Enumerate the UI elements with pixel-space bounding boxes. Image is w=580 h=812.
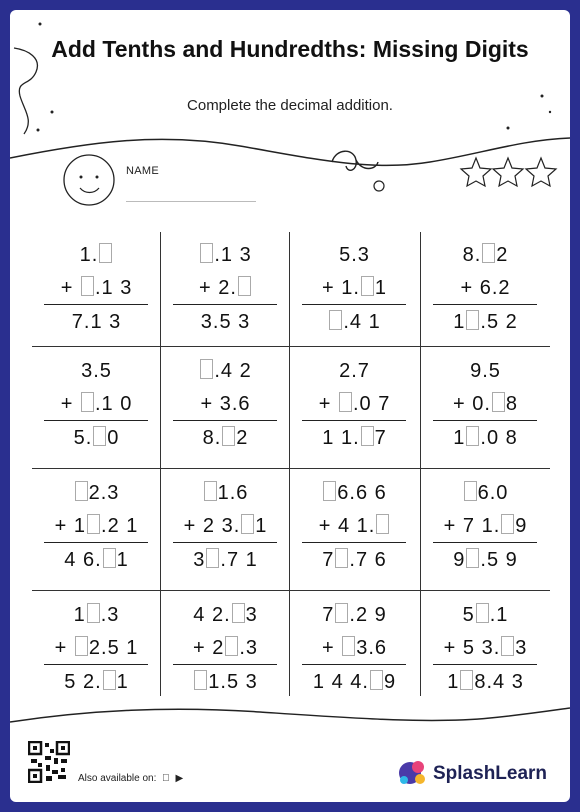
sum-line xyxy=(173,664,277,665)
addend-bottom: + 2.5 1 xyxy=(54,637,139,659)
addend-bottom: + 7 1. 9 xyxy=(443,515,528,537)
sum-line xyxy=(44,664,148,665)
addition-problem xyxy=(32,470,161,586)
sum-line xyxy=(302,304,406,305)
sum-line xyxy=(173,420,277,421)
sum: 5 2. 1 xyxy=(64,671,129,693)
dot xyxy=(37,129,40,132)
addend-bottom: + 2 3. 1 xyxy=(183,515,268,537)
star-icon xyxy=(526,158,556,186)
addend-top: 5.3 xyxy=(339,244,370,266)
missing-digit-box[interactable] xyxy=(501,514,514,534)
missing-digit-box[interactable] xyxy=(81,276,94,296)
missing-digit-box[interactable] xyxy=(232,603,245,623)
missing-digit-box[interactable] xyxy=(466,310,479,330)
missing-digit-box[interactable] xyxy=(225,636,238,656)
addition-problem xyxy=(161,470,290,586)
sum-line xyxy=(433,304,537,305)
apple-icon[interactable] xyxy=(162,773,170,784)
missing-digit-box[interactable] xyxy=(464,481,477,501)
addend-bottom: + 5 3. 3 xyxy=(443,637,528,659)
sum: 8. 2 xyxy=(202,427,249,449)
addition-problem xyxy=(290,470,419,586)
missing-digit-box[interactable] xyxy=(200,359,213,379)
addend-top: 3.5 xyxy=(81,360,112,382)
sum-line xyxy=(433,542,537,543)
addend-top: 5 .1 xyxy=(462,604,509,626)
sum-line xyxy=(302,420,406,421)
splashlearn-logo-icon xyxy=(396,758,430,788)
sum-line xyxy=(302,542,406,543)
addend-top: 9.5 xyxy=(470,360,501,382)
missing-digit-box[interactable] xyxy=(329,310,342,330)
sum: 9 .5 9 xyxy=(453,549,518,571)
missing-digit-box[interactable] xyxy=(466,548,479,568)
smiley-face-icon xyxy=(64,155,114,205)
addend-top: .1 3 xyxy=(161,242,290,268)
missing-digit-box[interactable] xyxy=(238,276,251,296)
addend-bottom: + .1 3 xyxy=(60,277,133,299)
dot xyxy=(39,23,42,26)
addend-bottom: + 6.2 xyxy=(460,277,511,299)
missing-digit-box[interactable] xyxy=(466,426,479,446)
missing-digit-box[interactable] xyxy=(200,243,213,263)
sum: 3.5 3 xyxy=(200,311,251,333)
star-icon xyxy=(461,158,491,186)
addend-bottom: + 1. 1 xyxy=(321,277,388,299)
sum-line xyxy=(173,542,277,543)
addition-problem xyxy=(161,348,290,464)
addend-top: .4 2 xyxy=(161,358,290,384)
grid-divider xyxy=(32,468,550,469)
missing-digit-box[interactable] xyxy=(103,548,116,568)
missing-digit-box[interactable] xyxy=(501,636,514,656)
missing-digit-box[interactable] xyxy=(222,426,235,446)
addend-top: 4 2. 3 xyxy=(193,604,258,626)
sum: 7 .7 6 xyxy=(322,549,387,571)
missing-digit-box[interactable] xyxy=(482,243,495,263)
addition-problem xyxy=(32,232,161,348)
brand-name: SplashLearn xyxy=(433,763,548,784)
problem-grid xyxy=(32,232,550,696)
missing-digit-box[interactable] xyxy=(81,392,94,412)
missing-digit-box[interactable] xyxy=(103,670,116,690)
app-availability xyxy=(78,773,183,784)
sum: 4 6. 1 xyxy=(64,549,129,571)
addition-problem xyxy=(161,592,290,708)
addition-problem xyxy=(290,348,419,464)
addition-problem xyxy=(421,232,550,348)
missing-digit-box[interactable] xyxy=(323,481,336,501)
addition-problem xyxy=(32,592,161,708)
missing-digit-box[interactable] xyxy=(204,481,217,501)
missing-digit-box[interactable] xyxy=(339,392,352,412)
play-store-icon[interactable]: ▶ xyxy=(167,773,176,784)
addition-problem xyxy=(290,592,419,708)
sum: 5. 0 xyxy=(73,427,120,449)
missing-digit-box[interactable] xyxy=(370,670,383,690)
instructions: Complete the decimal addition. xyxy=(187,97,393,114)
addend-bottom: + 0. 8 xyxy=(452,393,519,415)
addend-bottom: + 2. xyxy=(161,275,290,301)
missing-digit-box[interactable] xyxy=(206,548,219,568)
addition-problem xyxy=(421,592,550,708)
footer-wave xyxy=(10,708,570,722)
missing-digit-box[interactable] xyxy=(93,426,106,446)
addend-bottom: + 3.6 xyxy=(200,393,251,415)
missing-digit-box[interactable] xyxy=(361,276,374,296)
name-label: NAME xyxy=(126,165,159,177)
missing-digit-box[interactable] xyxy=(87,603,100,623)
missing-digit-box[interactable] xyxy=(75,636,88,656)
sum-line xyxy=(44,542,148,543)
sum-line xyxy=(173,304,277,305)
addend-bottom: + .1 0 xyxy=(60,393,133,415)
sum-line xyxy=(44,304,148,305)
addend-top: 1.6 xyxy=(161,480,290,506)
missing-digit-box[interactable] xyxy=(194,670,207,690)
addend-top: 8. 2 xyxy=(462,244,509,266)
addend-bottom: + 3.6 xyxy=(321,637,388,659)
sum: 1 .0 8 xyxy=(453,427,518,449)
addend-top: 2.7 xyxy=(339,360,370,382)
dot xyxy=(507,127,510,130)
missing-digit-box[interactable] xyxy=(376,514,389,534)
addend-top: 1. xyxy=(32,242,161,268)
addend-bottom: + .0 7 xyxy=(318,393,391,415)
missing-digit-box[interactable] xyxy=(99,243,112,263)
swirl-shape xyxy=(332,151,356,170)
addition-problem xyxy=(290,232,419,348)
sum: 1 .5 2 xyxy=(453,311,518,333)
sum: 7.1 3 xyxy=(71,311,122,333)
missing-digit-box[interactable] xyxy=(87,514,100,534)
grid-divider xyxy=(32,590,550,591)
addition-problem xyxy=(32,348,161,464)
also-available-label: Also available on: xyxy=(78,773,157,784)
addend-top: 7 .2 9 xyxy=(322,604,387,626)
missing-digit-box[interactable] xyxy=(75,481,88,501)
addend-top: 6.0 xyxy=(421,480,550,506)
sum-line xyxy=(433,420,537,421)
name-line xyxy=(126,201,256,202)
small-circle xyxy=(374,181,384,191)
page-title: Add Tenths and Hundredths: Missing Digits xyxy=(51,36,529,62)
missing-digit-box[interactable] xyxy=(342,636,355,656)
addition-problem xyxy=(161,232,290,348)
missing-digit-box[interactable] xyxy=(460,670,473,690)
addition-problem xyxy=(421,470,550,586)
addend-top: 1 .3 xyxy=(73,604,120,626)
missing-digit-box[interactable] xyxy=(492,392,505,412)
sum-line xyxy=(302,664,406,665)
sum: 1 4 4. 9 xyxy=(312,671,397,693)
addend-bottom: + 1 .2 1 xyxy=(54,515,139,537)
addend-bottom: + 4 1. xyxy=(290,513,419,539)
missing-digit-box[interactable] xyxy=(361,426,374,446)
sum-line xyxy=(433,664,537,665)
addition-problem xyxy=(421,348,550,464)
qr-code-icon xyxy=(28,741,70,783)
addend-top: 2.3 xyxy=(32,480,161,506)
addend-top: 6.6 6 xyxy=(290,480,419,506)
sum: 1 8.4 3 xyxy=(447,671,524,693)
addend-bottom: + 2 .3 xyxy=(192,637,259,659)
missing-digit-box[interactable] xyxy=(476,603,489,623)
sum-line xyxy=(44,420,148,421)
missing-digit-box[interactable] xyxy=(335,603,348,623)
sum: 3 .7 1 xyxy=(193,549,258,571)
sum: 1 1. 7 xyxy=(322,427,387,449)
missing-digit-box[interactable] xyxy=(335,548,348,568)
sum: .4 1 xyxy=(290,309,419,335)
worksheet xyxy=(10,10,570,802)
star-icon xyxy=(493,158,523,186)
header-wave xyxy=(10,138,570,165)
missing-digit-box[interactable] xyxy=(241,514,254,534)
sum: 1.5 3 xyxy=(161,669,290,695)
